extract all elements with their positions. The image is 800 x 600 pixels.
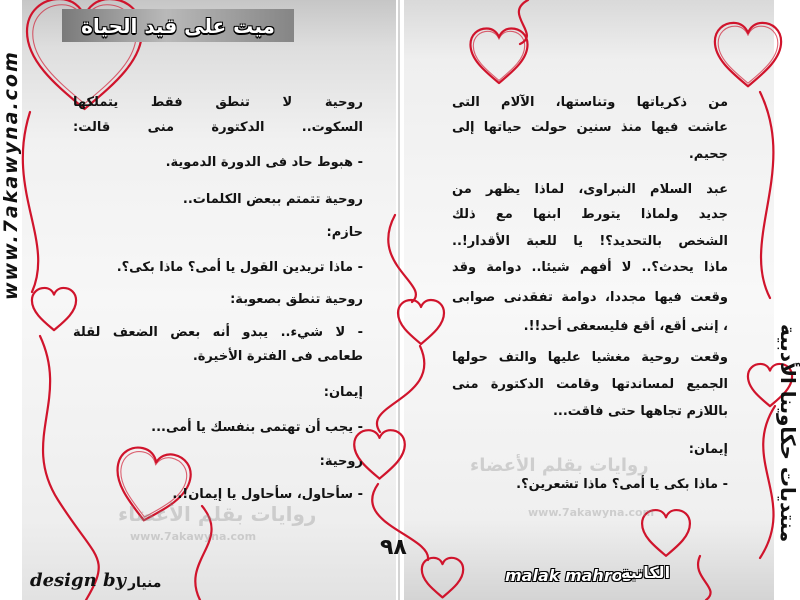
heart-left-middle: [32, 288, 76, 330]
swirl-center-middle: [377, 346, 424, 432]
right-paragraph-3-line-1: ماذا يحدث؟.. لا أفهم شيئا.. دوامة وقد: [452, 260, 728, 275]
heart-top-right-outline: [715, 23, 781, 86]
forum-name-vertical: منتديات حكاوينا الأدبية: [776, 323, 800, 543]
heart-right-top: [470, 28, 527, 83]
designer-name: منيار: [128, 575, 162, 591]
site-url-vertical: www.7akawyna.com: [0, 50, 22, 300]
left-paragraph-1-line-2: السكوت.. الدكتورة منى قالت:: [73, 120, 363, 135]
story-title: ميت على قيد الحياة: [81, 14, 275, 38]
heart-center-bottom-outline: [422, 558, 463, 598]
heart-center-upper: [398, 300, 444, 344]
left-paragraph-3: روحية تتمتم ببعض الكلمات..: [182, 192, 363, 207]
heart-right-top-outline: [470, 28, 527, 83]
heart-top-right: [715, 23, 781, 86]
watermark-url-right: www.7akawyna.com: [528, 506, 655, 519]
swirl-left-upper: [23, 112, 38, 292]
swirl-right-lower: [760, 406, 775, 558]
left-speaker-rouhia: روحية:: [319, 454, 363, 469]
right-paragraph-1-line-1: من ذكرياتها وتناستها، الآلام التى: [452, 95, 728, 110]
page-number: ٩٨: [380, 535, 407, 560]
heart-center-bottom: [422, 558, 463, 598]
watermark-slogan-left: روايات بقلم الأعضاء: [118, 502, 317, 526]
heart-left-middle-outline: [32, 288, 76, 330]
right-paragraph-4-line-3: باللازم تجاهها حتى فاقت...: [552, 404, 728, 419]
left-paragraph-5: - ماذا تريدين القول يا أمى؟ ماذا بكى؟.: [116, 260, 363, 275]
right-paragraph-6: - ماذا بكى يا أمى؟ ماذا تشعرين؟.: [516, 477, 728, 492]
left-paragraph-2: - هبوط حاد فى الدورة الدموية.: [165, 155, 363, 170]
left-paragraph-6: روحية تنطق بصعوبة:: [230, 292, 363, 307]
heart-top-right-inner: [718, 26, 778, 83]
right-paragraph-4-line-1: وقعت روحية مغشيا عليها والتف حولها: [452, 350, 728, 365]
heart-right-top-inner: [473, 31, 524, 80]
left-paragraph-7-line-2: طعامى فى الفترة الأخيرة.: [192, 349, 363, 364]
design-credit-label: design by: [30, 570, 126, 591]
right-paragraph-1-line-2: عاشت فيها منذ سنين حولت حياتها إلى: [452, 120, 728, 135]
right-paragraph-4-line-2: الجميع لمساندتها وقامت الدكتورة منى: [452, 377, 728, 392]
left-paragraph-11: - سأحاول، سأحاول يا إيمان!..: [172, 487, 363, 502]
swirl-bottom-right: [698, 556, 711, 600]
left-paragraph-1-line-1: روحية لا تنطق فقط يتملكها: [73, 95, 363, 110]
swirl-right-upper: [760, 92, 773, 298]
watermark-url-left: www.7akawyna.com: [130, 530, 257, 543]
right-paragraph-2-line-2: جديد ولماذا يتورط ابنها مع ذلك: [452, 207, 728, 222]
right-paragraph-3-line-2: وقعت فيها مجددا، دوامة تفقدنى صوابى: [452, 290, 728, 305]
right-paragraph-1-line-3: جحيم.: [688, 147, 728, 162]
left-speaker-iman: إيمان:: [323, 385, 363, 400]
right-paragraph-3-line-3: ، إننى أقع، أقع فليسعفى أحد!!.: [523, 319, 728, 334]
author-label: الكاتبة: [621, 563, 671, 582]
left-paragraph-7-line-1: - لا شيء.. يبدو أنه بعض الضعف لقلة: [73, 325, 363, 340]
right-speaker-iman: إيمان:: [688, 442, 728, 457]
right-paragraph-2-line-3: الشخص بالتحديد؟! يا للعبة الأقدار!..: [452, 234, 728, 249]
right-paragraph-2-line-1: عبد السلام النبراوى، لماذا يظهر من: [452, 182, 728, 197]
author-name: malak mahros: [505, 566, 633, 585]
left-paragraph-9: - يجب أن تهتمى بنفسك يا أمى...: [151, 420, 363, 435]
swirl-center-upper: [388, 215, 416, 302]
left-speaker-hazem: حازم:: [326, 225, 363, 240]
watermark-slogan-right: روايات بقلم الأعضاء: [470, 455, 649, 476]
swirl-right-top: [519, 0, 528, 44]
heart-center-upper-outline: [398, 300, 444, 344]
